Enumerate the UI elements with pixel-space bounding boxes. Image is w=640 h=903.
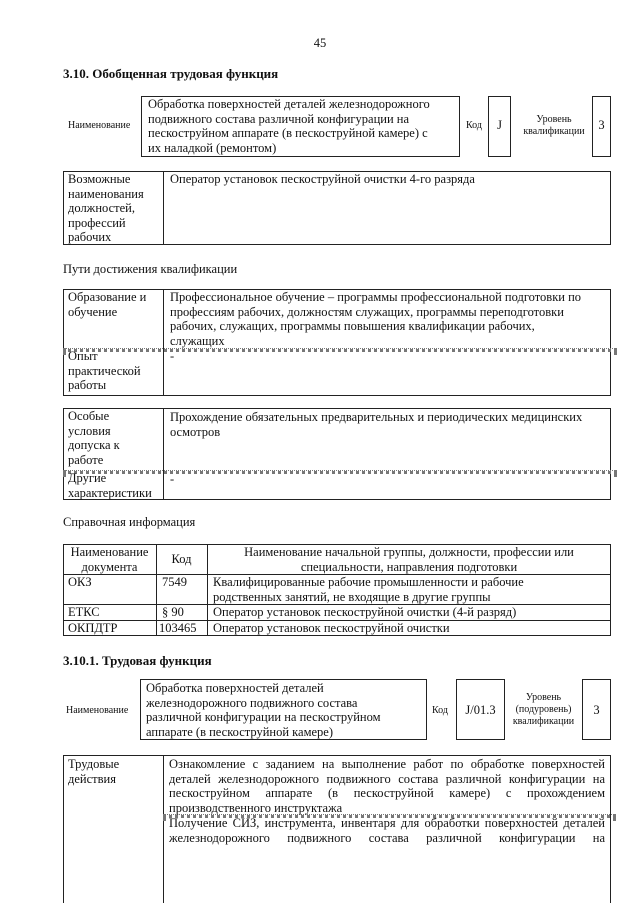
name-label-2: Наименование <box>66 705 129 716</box>
other-label: Другие характеристики <box>68 471 152 500</box>
page-number: 45 <box>313 36 327 50</box>
level-value: 3 <box>598 118 605 132</box>
level-label: Уровень квалификации <box>523 114 585 137</box>
section-heading: 3.10. Обобщенная трудовая функция <box>63 66 279 81</box>
ref-code: 103465 <box>159 621 197 635</box>
positions-label: Возможные наименования должностей, профессий рабочих <box>68 172 144 245</box>
name-label: Наименование <box>68 120 131 131</box>
other-value: - <box>170 472 175 486</box>
level-label-2: Уровень (подуровень) квалификации <box>512 692 575 727</box>
ref-header-doc: Наименование документа <box>70 545 149 574</box>
action-item: Ознакомление с заданием на выполнение работ по обработке поверхностей деталей железнодорожного подвижного состава различной конфигурации на пескоструйном аппарате (в пескоструйной камере) с прохождением производственного инструктажа <box>169 757 605 815</box>
level-value-2: 3 <box>593 703 600 717</box>
action-item: Получение СИЗ, инструмента, инвентаря для обработки поверхностей деталей железнодорожного подвижного состава различной конфигурации на <box>169 816 605 845</box>
ref-code: 7549 <box>162 575 187 589</box>
code-value: J <box>497 118 502 132</box>
ref-header-code: Код <box>171 552 192 566</box>
function-name: Обработка поверхностей деталей железнодорожного подвижного состава различной конфигурации на пескоструйном аппарате (в пескоструйной камере) с их наладкой (ремонтом) <box>148 97 430 155</box>
actions-label: Трудовые действия <box>68 757 120 786</box>
ref-name: Оператор установок пескоструйной очистки <box>213 621 450 635</box>
reference-title: Справочная информация <box>63 515 196 529</box>
table-row: ОКПДТР <box>68 621 118 635</box>
ref-code: § 90 <box>162 605 184 619</box>
paths-title: Пути достижения квалификации <box>63 262 238 276</box>
subsection-heading: 3.10.1. Трудовая функция <box>63 653 212 668</box>
ref-name: Квалифицированные рабочие промышленности и рабочие родственных занятий, не входящие в другие группы <box>213 575 524 604</box>
positions-value: Оператор установок пескоструйной очистки 4-го разряда <box>170 172 475 186</box>
code-label: Код <box>466 120 482 131</box>
education-label: Образование и обучение <box>68 290 147 319</box>
table-row: ЕТКС <box>68 605 100 619</box>
experience-label: Опыт практической работы <box>68 349 141 393</box>
function-name-2: Обработка поверхностей деталей железнодорожного подвижного состава различной конфигурации на пескоструйном аппарате (в пескоструйной камере) <box>146 681 381 739</box>
conditions-label: Особые условия допуска к работе <box>68 409 120 467</box>
ref-header-name: Наименование начальной группы, должности, профессии или специальности, направления подготовки <box>244 545 574 574</box>
code-value-2: J/01.3 <box>465 703 496 717</box>
code-label-2: Код <box>432 705 448 716</box>
ref-name: Оператор установок пескоструйной очистки (4-й разряд) <box>213 605 517 619</box>
education-value: Профессиональное обучение – программы профессиональной подготовки по профессиям рабочих, должностям служащих, программы переподготовки рабочих, служащих, программы повышения квалификации рабочих, служащих <box>170 290 582 348</box>
experience-value: - <box>170 349 175 363</box>
conditions-value: Прохождение обязательных предварительных и периодических медицинских осмотров <box>170 410 583 439</box>
table-row: ОКЗ <box>68 575 92 589</box>
